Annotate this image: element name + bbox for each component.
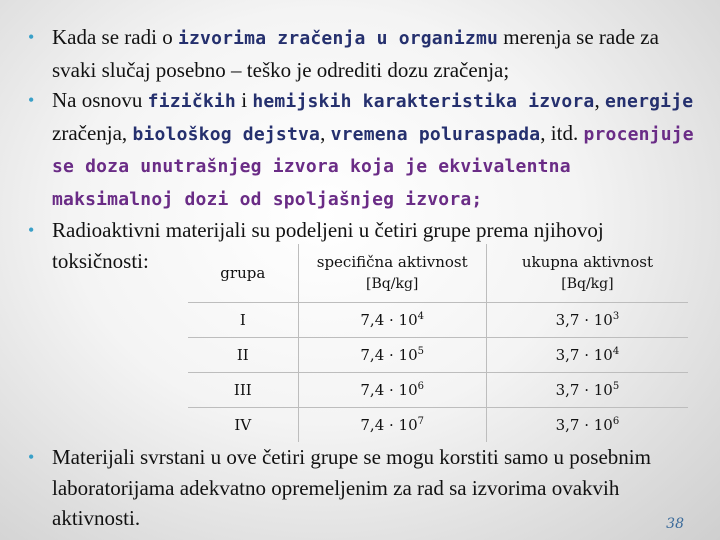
cell-total-activity <box>486 338 688 373</box>
header-specific-unit: [Bq/kg] <box>366 275 419 292</box>
value-exponent: 6 <box>417 381 425 392</box>
value-exponent: 5 <box>612 381 620 392</box>
text-run: Na osnovu <box>52 88 148 112</box>
bullet-laboratories <box>28 442 692 534</box>
cell-specific-activity <box>298 303 486 338</box>
cell-specific-activity <box>298 408 486 443</box>
text-run: , <box>594 88 605 112</box>
cell-group: IV <box>188 408 298 443</box>
value-base: 7,4 · 10 <box>360 381 418 399</box>
value-base: 3,7 · 10 <box>555 416 613 434</box>
text-run: Materijali svrstani u ove četiri grupe se mogu korstiti samo u posebnim laboratorijama adekvatno opremeljenim za rad sa izvorima ovakvih aktivnosti. <box>52 445 651 530</box>
header-specific-label: specifična aktivnost <box>316 252 468 271</box>
highlight-internal-sources: izvorima zračenja u organizmu <box>177 28 499 49</box>
cell-specific-activity <box>298 373 486 408</box>
text-run: zračenja, <box>52 120 133 145</box>
table-header-row <box>188 244 688 303</box>
table-row <box>188 373 688 408</box>
text-run: merenja se rade za svaki slučaj posebno – teško je odrediti dozu zračenja; <box>52 25 659 82</box>
page-number: 38 <box>666 516 684 532</box>
cell-specific-activity <box>298 338 486 373</box>
highlight-physical: fizičkih <box>147 91 236 112</box>
header-group-label: grupa <box>220 263 266 282</box>
value-base: 7,4 · 10 <box>360 416 418 434</box>
text-run: i <box>235 88 253 112</box>
header-total-activity <box>486 244 688 303</box>
value-base: 7,4 · 10 <box>360 346 418 364</box>
text-run: , <box>320 120 331 145</box>
value-base: 3,7 · 10 <box>555 346 613 364</box>
bullet-dose-estimation <box>28 85 698 215</box>
value-exponent: 5 <box>417 346 425 357</box>
header-specific-activity <box>298 244 486 303</box>
cell-group: II <box>188 338 298 373</box>
value-base: 3,7 · 10 <box>555 311 613 329</box>
cell-total-activity <box>486 373 688 408</box>
value-exponent: 3 <box>612 311 620 322</box>
text-run: Radioaktivni materijali su podeljeni u četiri grupe prema njihovoj toksičnosti: <box>52 218 604 273</box>
value-exponent: 7 <box>417 416 425 427</box>
cell-group: III <box>188 373 298 408</box>
value-exponent: 4 <box>612 346 620 357</box>
value-base: 7,4 · 10 <box>360 311 418 329</box>
table-row <box>188 338 688 373</box>
toxicity-table <box>188 244 688 442</box>
highlight-biological: biološkog dejstva <box>132 123 321 145</box>
bullet-list <box>28 22 698 276</box>
cell-group: I <box>188 303 298 338</box>
table-row <box>188 303 688 338</box>
header-total-unit: [Bq/kg] <box>561 275 614 292</box>
header-total-label: ukupna aktivnost <box>521 252 653 271</box>
cell-total-activity <box>486 408 688 443</box>
cell-total-activity <box>486 303 688 338</box>
value-base: 3,7 · 10 <box>555 381 613 399</box>
highlight-chemical: hemijskih karakteristika izvora <box>252 91 595 112</box>
text-run: Kada se radi o <box>52 25 178 49</box>
highlight-energy: energije <box>604 91 694 112</box>
highlight-equivalent-dose: procenjuje se doza unutrašnjeg izvora koja je ekvivalentna maksimalnoj dozi od spoljašnjeg izvora; <box>52 123 694 210</box>
table-row <box>188 408 688 443</box>
highlight-half-life: vremena poluraspada <box>330 123 541 145</box>
bullet-internal-sources <box>28 22 698 85</box>
header-group <box>188 244 298 303</box>
value-exponent: 4 <box>417 311 425 322</box>
value-exponent: 6 <box>612 416 620 427</box>
text-run: , itd. <box>540 120 584 145</box>
